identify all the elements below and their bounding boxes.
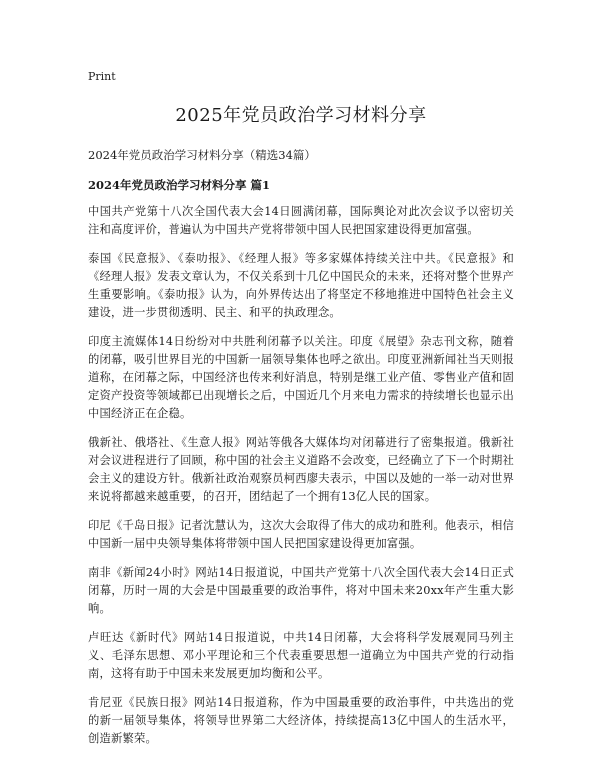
section-heading: 2024年党员政治学习材料分享 篇1 [88,178,271,192]
document-subtitle: 2024年党员政治学习材料分享（精选34篇） [88,148,316,162]
paragraph-7: 卢旺达《新时代》网站14日报道说，中共14日闭幕，大会将科学发展观同马列主义、毛泽东思想、邓小平理论和三个代表重要思想一道确立为中国共产党的行动指南，这将有助于中国未来发展更加均衡和公平。 [88,631,514,680]
page-title: 2025年党员政治学习材料分享 [175,105,427,126]
paragraph-2: 泰国《民意报》、《泰叻报》、《经理人报》等多家媒体持续关注中共。《民意报》和《经理人报》发表文章认为，不仅关系到十几亿中国民众的未来，还将对整个世界产生重要影响。《泰叻报》认为，向外界传达出了将坚定不移地推进中国特色社会主义建设，进一步贯彻透明、民主、和平的执政理念。 [88,252,514,319]
paragraph-4: 俄新社、俄塔社、《生意人报》网站等俄各大媒体均对闭幕进行了密集报道。俄新社对会议进程进行了回顾，称中国的社会主义道路不会改变，已经确立了下一个时期社会主义的建设方针。俄新社政治观察员柯西廖夫表示，中国以及她的一举一动对世界来说将都越来越重要，的召开，团结起了一个拥有13亿人民的国家。 [88,436,514,503]
paragraph-1: 中国共产党第十八次全国代表大会14日圆满闭幕，国际舆论对此次会议予以密切关注和高度评价，普遍认为中国共产党将带领中国人民把国家建设得更加富强。 [88,205,514,236]
paragraph-5: 印尼《千岛日报》记者沈慧认为，这次大会取得了伟大的成功和胜利。他表示，相信中国新一届中央领导集体将带领中国人民把国家建设得更加富强。 [88,519,514,550]
article-body [88,203,514,748]
paragraph-8: 肯尼亚《民族日报》网站14日报道称，作为中国最重要的政治事件，中共选出的党的新一届领导集体，将领导世界第二大经济体，持续提高13亿中国人的生活水平，创造新繁荣。 [88,696,514,745]
print-link[interactable]: Print [88,70,116,83]
paragraph-3: 印度主流媒体14日纷纷对中共胜利闭幕予以关注。印度《展望》杂志刊文称，随着的闭幕，吸引世界目光的中国新一届领导集体也呼之欲出。印度亚洲新闻社当天则报道称，在闭幕之际，中国经济也传来利好消息，特别是继工业产值、零售业产值和固定资产投资等领域都已出现增长之后，中国近几个月来电力需求的持续增长也显示出中国经济正在企稳。 [88,335,514,420]
paragraph-6: 南非《新闻24小时》网站14日报道说，中国共产党第十八次全国代表大会14日正式闭幕，历时一周的大会是中国最重要的政治事件，将对中国未来20xx年产生重大影响。 [88,566,514,615]
